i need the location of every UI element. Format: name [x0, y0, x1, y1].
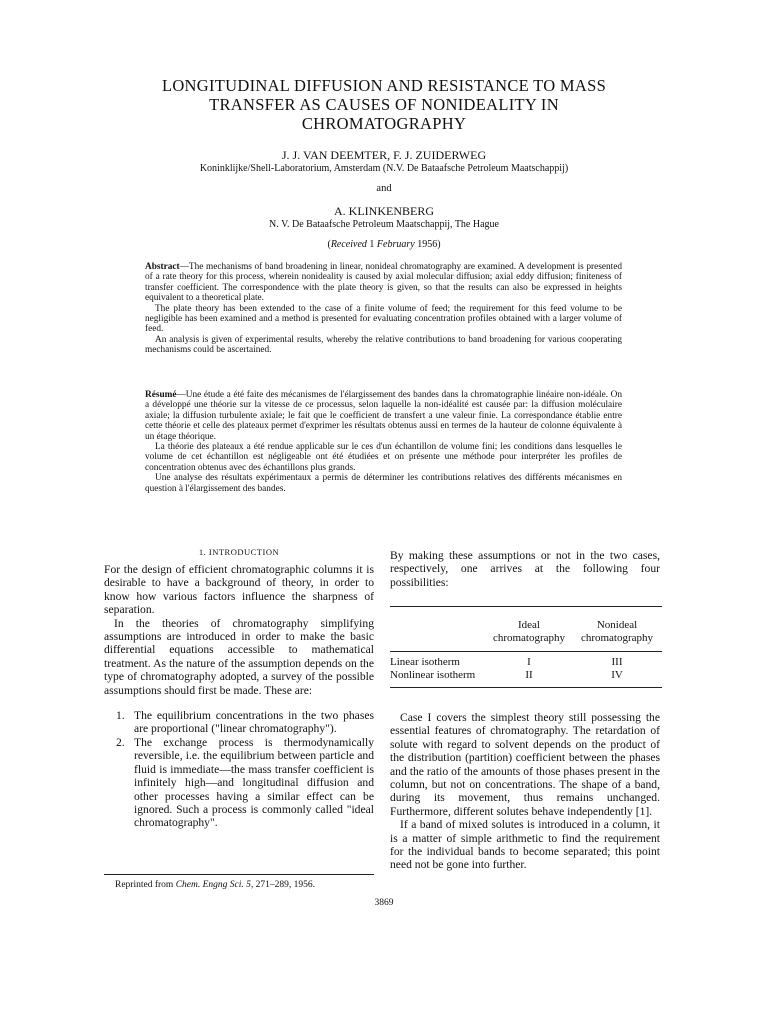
table-header-empty	[390, 632, 486, 645]
list-item-number: 1.	[116, 709, 125, 723]
author-2: A. KLINKENBERG	[334, 204, 434, 218]
table-row	[390, 656, 662, 669]
table-cell-nonideal: IV	[611, 669, 623, 681]
table-mid-rule	[390, 651, 662, 652]
resume-paragraph-3: Une analyse des résultats expérimentaux a permis de déterminer les contributions relatives des différents mécanismes en question à l'élargissement des bandes.	[145, 473, 622, 494]
received-year: 1956)	[417, 239, 441, 250]
table-top-rule	[390, 606, 662, 607]
title-line-1: LONGITUDINAL DIFFUSION AND RESISTANCE TO MASS	[161, 76, 607, 95]
right-column-intro	[390, 549, 660, 589]
footnote-pages: 271–289, 1956.	[255, 880, 316, 890]
left-column	[104, 546, 374, 830]
table-header-nonideal: Nonideal	[596, 619, 638, 631]
table-cell-nonideal: III	[611, 656, 623, 668]
abstract-paragraph-3: An analysis is given of experimental results, whereby the relative contributions to band broadening for various cooperating mechanisms could be ascertained.	[145, 334, 622, 356]
list-item	[104, 709, 374, 736]
table-cell-ideal: I	[527, 656, 531, 668]
table-row	[390, 669, 662, 682]
right-paragraph-2: If a band of mixed solutes is introduced in a column, it is a matter of simple arithmetic to find the requirement for the individual bands to become separated; this point need not be gone into further.	[390, 818, 660, 872]
resume	[145, 390, 622, 494]
table-cell-ideal: II	[525, 669, 533, 681]
list-item	[104, 736, 374, 830]
right-intro-paragraph: By making these assumptions or not in the two cases, respectively, one arrives at the following four possibilities:	[390, 549, 660, 589]
table-cell-label: Linear isotherm	[390, 656, 460, 668]
and-separator: and	[376, 183, 392, 194]
footnote	[115, 880, 385, 891]
affiliation-1: Koninklijke/Shell-Laboratorium, Amsterdam (N.V. De Bataafsche Petroleum Maatschappij)	[199, 163, 569, 174]
assumption-list	[104, 709, 374, 830]
table-header-row-1	[390, 619, 662, 632]
table-header-row-2	[390, 632, 662, 645]
list-item-number: 2.	[116, 735, 125, 749]
received-label: Received	[330, 239, 367, 250]
section-heading: 1. INTRODUCTION	[198, 547, 280, 557]
footnote-journal: Chem. Engng Sci.	[175, 880, 244, 890]
received-day: 1	[369, 239, 375, 250]
table-header-nonideal-sub: chromatography	[580, 632, 654, 644]
table-header-ideal-sub: chromatography	[492, 632, 566, 644]
resume-label: Résumé	[145, 390, 177, 400]
table-cell-label: Nonlinear isotherm	[390, 669, 476, 681]
table-header-empty	[390, 619, 486, 632]
abstract	[145, 262, 622, 356]
footnote-volume: 5,	[246, 880, 254, 890]
received-open: (	[327, 239, 331, 250]
resume-text-1: —Une étude a été faite des mécanismes de l'élargissement des bandes dans la chromatographie linéaire non-idéale. On a développé une théorie sur la vitesse de ce processus, selon laquelle la non-idéalité est causée par: la diffusion moléculaire axiale; la diffusion turbulente axiale; le fait que le coefficient de transfert a une valeur finie. La correspondance établie entre cette théorie et celle des plateaux permet d'exprimer les résultats obtenus aussi en termes de la hauteur de colonne équivalente à un étage théorique.	[145, 390, 622, 442]
resume-paragraph-1	[145, 390, 622, 442]
table-header-ideal: Ideal	[518, 619, 540, 631]
footnote-prefix: Reprinted from	[115, 880, 174, 890]
abstract-paragraph-1	[145, 262, 622, 304]
classification-table	[390, 606, 662, 688]
authors: J. J. VAN DEEMTER, F. J. ZUIDERWEG	[281, 148, 487, 162]
paper-title	[100, 76, 668, 133]
page-number: 3869	[374, 898, 394, 908]
abstract-paragraph-2: The plate theory has been extended to the case of a finite volume of feed; the requirement for this feed volume to be negligible has been examined and a method is presented for evaluating concentration profiles obtained with a larger volume of feed.	[145, 303, 622, 335]
resume-paragraph-2: La théorie des plateaux a été rendue applicable sur le ces d'un échantillon de volume fini; les conditions dans lesquelles le volume de cet échantillon est négligeable ont été étudiées et on présente une méthode pour interpréter les profiles de concentration obtenus avec des échantillons plus grands.	[145, 442, 622, 473]
footnote-rule	[104, 874, 374, 875]
title-line-2: TRANSFER AS CAUSES OF NONIDEALITY IN	[209, 95, 559, 114]
received-month: February	[376, 239, 415, 250]
list-item-text: The equilibrium concentrations in the two phases are proportional ("linear chromatography").	[134, 709, 374, 736]
table-bottom-rule	[390, 687, 662, 688]
table-body	[390, 656, 662, 682]
received-date	[100, 239, 668, 251]
list-item-text: The exchange process is thermodynamically reversible, i.e. the equilibrium between particle and fluid is immediate—the mass transfer coefficient is infinitely high—and longitudinal diffusion and other processes having a similar effect can be ignored. Such a process is commonly called "ideal chromatography".	[134, 735, 374, 830]
affiliation-2: N. V. De Bataafsche Petroleum Maatschappij, The Hague	[269, 219, 499, 230]
abstract-label: Abstract	[145, 262, 180, 272]
title-line-3: CHROMATOGRAPHY	[301, 114, 467, 133]
table	[390, 619, 662, 645]
intro-paragraph-2: In the theories of chromatography simplifying assumptions are introduced in order to make the basic differential equations accessible to mathematical treatment. As the nature of the assumption depends on the type of chromatography adopted, a survey of the possible assumptions should first be made. These are:	[104, 616, 374, 697]
intro-paragraph-1: For the design of efficient chromatographic columns it is desirable to have a background of theory, in order to know how various factors influence the sharpness of separation.	[104, 563, 374, 617]
abstract-text-1: —The mechanisms of band broadening in linear, nonideal chromatography are examined. A development is presented of a rate theory for this process, wherein nonideality is caused by axial molecular diffusion; axial eddy diffusion; finiteness of transfer coefficient. The correspondence with the plate theory is given, so that the results can also be expressed in heights equivalent to a theoretical plate.	[145, 262, 622, 304]
right-column-body	[390, 711, 660, 872]
right-paragraph-1: Case I covers the simplest theory still possessing the essential features of chromatography. The retardation of solute with regard to solvent depends on the product of the distribution (partition) coefficient between the phases and the ratio of the amounts of those phases present in the column, but not on concentrations. The shape of a band, during its movement, thus remains unchanged. Furthermore, different solutes behave independently [1].	[390, 711, 660, 818]
